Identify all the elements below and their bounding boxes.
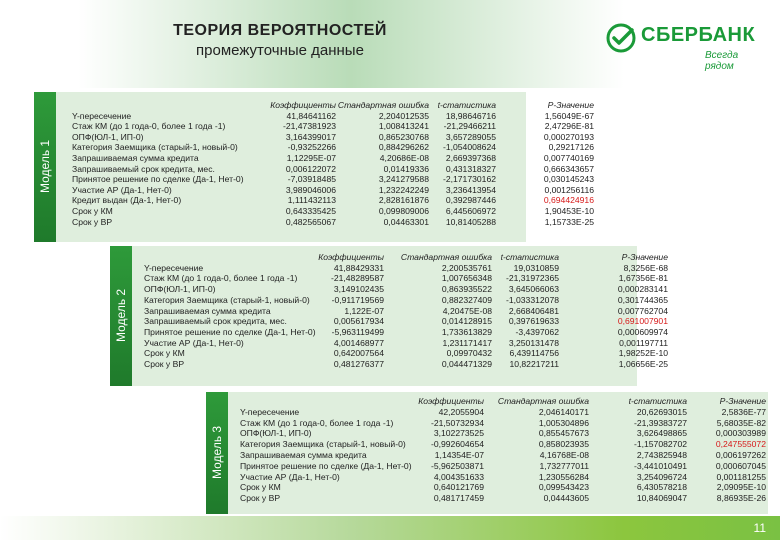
table-cell: 1,732777011 [539,460,589,471]
row-label: Принятое решение по сделке (Да-1, Нет-0) [72,174,244,185]
row-label: Категория Заемщика (старый-1, новый-0) [72,142,238,153]
column-header: P-Значение [719,396,766,406]
table-cell: 0,481717459 [433,493,484,504]
table-cell: -21,31972365 [505,273,559,284]
table-cell: 1,232242249 [378,184,429,195]
table-row [240,493,766,503]
table-cell: 2,046140171 [538,406,589,417]
table-cell: -21,39383727 [633,417,687,428]
table-cell: 0,884296262 [378,142,429,153]
table-row [144,306,668,316]
table-cell: 8,86935E-26 [716,493,766,504]
table-row [240,407,766,417]
table-cell: 19,0310859 [513,262,559,273]
table-cell: 0,04463301 [383,216,429,227]
table-cell: 2,5836E-77 [721,406,766,417]
table-cell: 0,001181255 [716,471,766,482]
row-label: Принятое решение по сделке (Да-1, Нет-0) [240,460,412,471]
table-cell: 4,20686E-08 [379,153,429,163]
logo-slogan: Всегда рядом [705,50,739,72]
row-label: Y-пересечение [144,262,204,273]
table-cell: 0,030145243 [543,174,594,185]
column-header: P-Значение [621,252,668,262]
table-row [240,450,766,460]
table-cell: 6,445606972 [445,206,496,216]
table-row [72,142,594,152]
title-line-1: ТЕОРИЯ ВЕРОЯТНОСТЕЙ [173,22,387,39]
table-header-row [72,100,594,110]
table-cell: 0,007740169 [543,153,594,163]
table-row [144,273,668,283]
table-cell: -0,911719569 [331,294,384,305]
row-label: Срок у ВР [240,493,281,504]
table-cell: 0,006197262 [715,450,766,460]
row-label: Принятое решение по сделке (Да-1, Нет-0) [144,326,316,337]
table-cell: 0,001197711 [619,337,668,348]
table-row [72,153,594,163]
row-label: Срок у ВР [144,359,185,369]
table-cell: 1,733613829 [441,326,492,337]
table-cell: 0,044471329 [441,359,492,369]
table-cell: 0,000609974 [617,326,668,337]
table-cell: 41,88429331 [333,262,384,273]
row-label: Стаж КМ (до 1 года-0, более 1 года -1) [144,273,298,284]
table-row [144,295,668,305]
table-row [144,316,668,326]
table-cell: -3,441010491 [633,460,687,471]
table-cell: 2,828161876 [378,195,429,206]
table-cell: 3,149102435 [333,284,384,295]
table-row [240,418,766,428]
table-cell: 1,15733E-25 [544,216,594,227]
table-cell: 0,431318327 [445,163,496,174]
column-header: P-Значение [547,100,594,110]
table-header-row [240,396,766,406]
table-cell: 0,858023935 [538,439,589,450]
table-cell: 3,236413954 [445,184,496,195]
table-row [144,327,668,337]
table-cell: 4,001468977 [333,337,384,348]
row-label: Запрашиваемый срок кредита, мес. [144,316,287,327]
row-label: Участие АР (Да-1, Нет-0) [240,471,340,482]
table-cell: 0,855457673 [538,428,589,439]
row-label: Запрашиваемая сумма кредита [240,450,367,460]
model-2-table [144,252,668,374]
table-row [72,185,594,195]
table-cell: 0,09970432 [446,348,492,359]
table-cell: 1,111432113 [287,195,336,206]
row-label: Участие АР (Да-1, Нет-0) [144,337,244,348]
table-cell: -5,963119499 [331,326,384,337]
column-header: t-статистика [500,252,559,262]
table-cell: 42,2055904 [438,406,484,417]
table-cell: 41,84641162 [286,110,336,121]
table-cell: 0,000283141 [617,284,668,295]
table-cell: 2,47296E-81 [544,121,594,132]
row-label: Запрашиваемая сумма кредита [144,305,271,316]
table-cell: 6,439114756 [509,348,559,359]
column-header: t-статистика [437,100,496,110]
row-label: Категория Заемщика (старый-1, новый-0) [240,439,406,450]
table-cell: 3,645066063 [508,284,559,295]
table-cell: 6,430578218 [636,482,687,493]
table-cell: 0,482565067 [285,216,336,227]
table-cell: 20,62693015 [636,406,687,417]
model-1-table [72,100,594,231]
table-row [72,121,594,131]
table-cell: 1,008413241 [378,121,429,132]
table-cell: 3,164399017 [285,131,336,142]
table-row [240,472,766,482]
row-label: Категория Заемщика (старый-1, новый-0) [144,294,310,305]
model-2-label: Модель 2 [114,288,128,342]
column-header: Стандартная ошибка [337,100,429,110]
model-3-table [240,396,766,508]
table-cell: -21,29466211 [443,121,496,132]
row-label: ОПФ(ЮЛ-1, ИП-0) [240,428,312,439]
table-cell: -7,03918485 [287,174,336,185]
table-cell: 0,014128915 [441,316,492,327]
table-cell: 0,006122072 [285,163,336,174]
table-cell: 0,01419336 [383,163,429,174]
table-cell: 3,241279588 [378,174,429,185]
row-label: ОПФ(ЮЛ-1, ИП-0) [144,284,216,295]
table-cell: -1,054008624 [442,142,496,153]
row-label: ОПФ(ЮЛ-1, ИП-0) [72,131,144,142]
table-cell: 1,12295E-07 [286,153,336,163]
table-cell: 2,204012535 [378,110,429,121]
table-cell: 4,20475E-08 [442,305,492,316]
table-cell: 1,56049E-67 [544,110,594,121]
logo-text: СБЕРБАНК [641,24,756,46]
table-cell: 0,392987446 [445,195,496,206]
page-title [150,22,410,59]
table-row [240,428,766,438]
row-label: Запрашиваемый срок кредита, мес. [72,163,215,174]
table-cell: -21,50732934 [430,417,484,428]
table-cell: -0,93252266 [287,142,336,153]
table-cell: 0,301744365 [617,294,668,305]
model-3-label: Модель 3 [210,425,224,479]
table-cell: 2,743825948 [636,450,687,460]
footer-band [0,516,780,540]
table-cell: 8,3256E-68 [623,262,668,273]
table-cell: 5,68035E-82 [716,417,766,428]
table-cell: 1,14354E-07 [434,450,484,460]
table-row [240,461,766,471]
table-cell: 3,254096724 [636,471,687,482]
table-cell: 0,000270193 [543,131,594,142]
table-row [72,206,594,216]
table-cell: 1,230556284 [538,471,589,482]
table-cell: 0,099543423 [538,482,589,493]
table-row [144,338,668,348]
table-cell: 0,29217126 [548,142,594,153]
table-cell: -3,4397062 [515,326,559,337]
table-cell: -1,157082702 [633,439,687,450]
table-cell: 0,640121769 [433,482,484,493]
table-cell: 0,481276377 [333,359,384,369]
model-1-band [34,92,56,242]
table-row [72,217,594,227]
row-label: Стаж КМ (до 1 года-0, более 1 года -1) [240,417,394,428]
row-label: Кредит выдан (Да-1, Нет-0) [72,195,182,206]
table-cell: 3,626498865 [636,428,687,439]
table-cell: 0,005617934 [333,316,384,327]
table-row [72,195,594,205]
table-cell: 0,863935522 [441,284,492,295]
table-cell: -2,171730162 [442,174,496,185]
table-cell: 1,122E-07 [344,305,384,316]
row-label: Срок у КМ [72,206,113,216]
table-row [72,164,594,174]
table-cell: 0,04443605 [543,493,589,504]
table-row [72,132,594,142]
table-cell: 18,98646716 [445,110,496,121]
table-cell: 2,668406481 [508,305,559,316]
table-cell: 1,231171417 [442,337,492,348]
sberbank-logo [605,22,765,70]
table-row [144,348,668,358]
table-cell: 0,000303989 [715,428,766,439]
table-cell: 0,397619633 [508,316,559,327]
table-cell: 0,000607045 [715,460,766,471]
table-cell: 1,67356E-81 [618,273,668,284]
table-cell: 2,200535761 [441,262,492,273]
row-label: Участие АР (Да-1, Нет-0) [72,184,172,195]
model-2-band [110,246,132,386]
column-header: Коэффициенты [318,252,384,262]
table-cell: 10,84069047 [636,493,687,504]
table-cell: 2,09095E-10 [716,482,766,493]
table-cell: -0,992604654 [430,439,484,450]
highlighted-p-value: 0,694424916 [543,195,594,206]
table-cell: 4,004351633 [433,471,484,482]
row-label: Y-пересечение [240,406,300,417]
row-label: Срок у ВР [72,216,113,227]
table-cell: 1,90453E-10 [544,206,594,216]
table-row [240,439,766,449]
table-cell: 0,666343657 [543,163,594,174]
title-line-2: промежуточные данные [196,42,364,59]
table-cell: 3,657289055 [445,131,496,142]
row-label: Срок у КМ [240,482,281,493]
highlighted-p-value: 0,247555072 [715,439,766,450]
table-cell: 0,099809006 [378,206,429,216]
row-label: Y-пересечение [72,110,132,121]
table-row [72,111,594,121]
table-cell: 1,98252E-10 [618,348,668,359]
table-cell: 10,81405288 [445,216,496,227]
table-cell: 1,06656E-25 [618,359,668,369]
row-label: Срок у КМ [144,348,185,359]
table-row [144,284,668,294]
table-cell: 0,643335425 [285,206,336,216]
table-cell: -21,47381923 [282,121,336,132]
model-1-label: Модель 1 [38,139,52,193]
table-row [144,359,668,369]
table-cell: -5,962503871 [430,460,484,471]
table-cell: 4,16768E-08 [539,450,589,460]
table-row [72,174,594,184]
page-number: 11 [753,521,766,535]
table-cell: 3,989046006 [285,184,336,195]
column-header: Стандартная ошибка [497,396,589,406]
highlighted-p-value: 0,691007901 [617,316,668,327]
row-label: Запрашиваемая сумма кредита [72,153,199,163]
table-cell: 0,007762704 [617,305,668,316]
table-cell: 1,007656348 [441,273,492,284]
table-cell: 3,102273525 [433,428,484,439]
table-header-row [144,252,668,262]
table-cell: 1,005304896 [538,417,589,428]
model-3-band [206,392,228,514]
table-cell: 0,882327409 [441,294,492,305]
table-cell: -1,033312078 [505,294,559,305]
column-header: t-статистика [628,396,687,406]
table-cell: 2,669397368 [445,153,496,163]
row-label: Стаж КМ (до 1 года-0, более 1 года -1) [72,121,226,132]
table-cell: 10,82217211 [509,359,559,369]
column-header: Стандартная ошибка [400,252,492,262]
table-cell: 0,642007564 [333,348,384,359]
column-header: Коэффициенты [418,396,484,406]
table-cell: -21,48289587 [330,273,384,284]
table-row [144,263,668,273]
table-cell: 3,250131478 [508,337,559,348]
table-cell: 0,865230768 [378,131,429,142]
table-row [240,482,766,492]
table-cell: 0,001256116 [544,184,594,195]
column-header: Коэффициенты [270,100,336,110]
sberbank-logo-icon [605,22,637,54]
